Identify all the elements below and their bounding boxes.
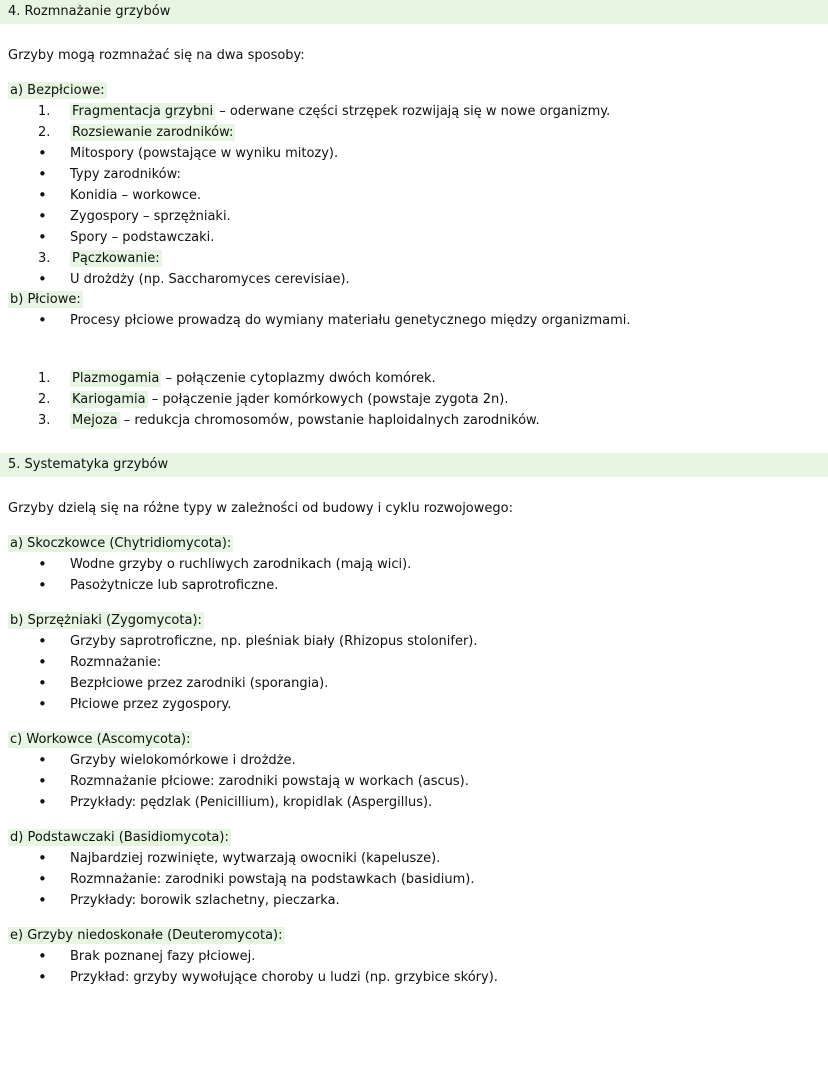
list xyxy=(0,750,828,813)
list-item xyxy=(0,967,828,988)
list-marker: • xyxy=(38,695,47,713)
highlighted-term: Plazmogamia xyxy=(72,371,160,386)
list-item-text: Rozmnażanie: xyxy=(70,655,162,670)
list-marker: • xyxy=(38,186,47,204)
list-item-text: Wodne grzyby o ruchliwych zarodnikach (mają wici). xyxy=(70,557,412,572)
highlighted-term: Mejoza xyxy=(72,413,118,428)
section-heading: 4. Rozmnażanie grzybów xyxy=(0,0,828,24)
list-item-text: Rozmnażanie: zarodniki powstają na podstawkach (basidium). xyxy=(70,872,475,887)
list-item-rest: – połączenie jąder komórkowych (powstaje zygota 2n). xyxy=(147,392,509,407)
list-item xyxy=(0,890,828,911)
list-item-text: Procesy płciowe prowadzą do wymiany materiału genetycznego między organizmami. xyxy=(70,313,631,328)
subsection-heading-text: c) Workowce (Ascomycota): xyxy=(10,732,191,747)
list-item xyxy=(0,848,828,869)
list-marker: • xyxy=(38,311,47,329)
list-item xyxy=(0,101,828,122)
list-item xyxy=(0,673,828,694)
list-item-text: Płciowe przez zygospory. xyxy=(70,697,232,712)
list-item xyxy=(0,227,828,248)
subsection-heading xyxy=(0,534,828,554)
list-item xyxy=(0,792,828,813)
list-item-text xyxy=(70,368,828,389)
list-marker: • xyxy=(38,968,47,986)
subsection-heading-text: d) Podstawczaki (Basidiomycota): xyxy=(10,830,229,845)
list-item-text: Typy zarodników: xyxy=(70,167,181,182)
subsection-heading-text: b) Płciowe: xyxy=(10,292,81,307)
list-item xyxy=(0,122,828,143)
list-marker: 3. xyxy=(38,413,51,428)
section-intro-paragraph: Grzyby dzielą się na różne typy w zależności od budowy i cyklu rozwojowego: xyxy=(8,501,513,516)
list-item-rest: – oderwane części strzępek rozwijają się w nowe organizmy. xyxy=(215,104,611,119)
list-item xyxy=(0,694,828,715)
list xyxy=(0,946,828,988)
highlighted-term: Pączkowanie: xyxy=(72,251,160,266)
list-item xyxy=(0,310,828,331)
list-marker: • xyxy=(38,207,47,225)
list-item-text: Przykłady: pędzlak (Penicillium), kropidlak (Aspergillus). xyxy=(70,795,433,810)
list-item-text xyxy=(70,410,828,431)
list-item-text: Mitospory (powstające w wyniku mitozy). xyxy=(70,146,339,161)
list xyxy=(0,554,828,596)
vertical-spacer xyxy=(0,813,828,828)
vertical-spacer xyxy=(0,431,828,453)
vertical-spacer xyxy=(0,477,828,499)
vertical-spacer xyxy=(0,353,828,368)
list-item-text: Bezpłciowe przez zarodniki (sporangia). xyxy=(70,676,329,691)
list-item xyxy=(0,869,828,890)
list-marker: 2. xyxy=(38,125,51,140)
list-marker: • xyxy=(38,632,47,650)
list-marker: • xyxy=(38,270,47,288)
subsection-heading xyxy=(0,828,828,848)
list-marker: 2. xyxy=(38,392,51,407)
list xyxy=(0,631,828,715)
list-item-rest: – połączenie cytoplazmy dwóch komórek. xyxy=(161,371,436,386)
highlighted-term: Kariogamia xyxy=(72,392,146,407)
list-marker: • xyxy=(38,891,47,909)
list-item xyxy=(0,248,828,269)
list-marker: 1. xyxy=(38,104,51,119)
list-item xyxy=(0,410,828,431)
list-marker: • xyxy=(38,576,47,594)
list-item xyxy=(0,750,828,771)
list-item xyxy=(0,143,828,164)
list-item-text: Brak poznanej fazy płciowej. xyxy=(70,949,256,964)
list-item xyxy=(0,206,828,227)
list-item-text xyxy=(70,122,828,143)
list-marker: • xyxy=(38,165,47,183)
highlighted-term: Rozsiewanie zarodników: xyxy=(72,125,234,140)
list-marker: • xyxy=(38,751,47,769)
list-marker: • xyxy=(38,772,47,790)
vertical-spacer xyxy=(0,24,828,46)
subsection-heading xyxy=(0,730,828,750)
vertical-spacer xyxy=(0,331,828,353)
list-item-rest: – redukcja chromosomów, powstanie haploidalnych zarodników. xyxy=(119,413,540,428)
list-item xyxy=(0,185,828,206)
list-item xyxy=(0,631,828,652)
subsection-heading-text: b) Sprzężniaki (Zygomycota): xyxy=(10,613,202,628)
list-item xyxy=(0,946,828,967)
list-marker: 1. xyxy=(38,371,51,386)
list-item xyxy=(0,368,828,389)
list-item-text xyxy=(70,101,828,122)
subsection-heading xyxy=(0,926,828,946)
section-intro-paragraph: Grzyby mogą rozmnażać się na dwa sposoby: xyxy=(8,48,305,63)
list xyxy=(0,368,828,431)
list-marker: • xyxy=(38,228,47,246)
vertical-spacer xyxy=(0,519,828,534)
list-item-text: Przykład: grzyby wywołujące choroby u ludzi (np. grzybice skóry). xyxy=(70,970,498,985)
list-item xyxy=(0,269,828,290)
subsection-heading xyxy=(0,611,828,631)
list-item-text xyxy=(70,248,828,269)
list-marker: • xyxy=(38,144,47,162)
list xyxy=(0,101,828,290)
vertical-spacer xyxy=(0,715,828,730)
list-marker: • xyxy=(38,947,47,965)
list-item xyxy=(0,575,828,596)
list xyxy=(0,310,828,331)
list-item-text: Grzyby saprotroficzne, np. pleśniak biały (Rhizopus stolonifer). xyxy=(70,634,478,649)
subsection-heading-text: e) Grzyby niedoskonałe (Deuteromycota): xyxy=(10,928,283,943)
section-heading: 5. Systematyka grzybów xyxy=(0,453,828,477)
list-item-text: Grzyby wielokomórkowe i drożdże. xyxy=(70,753,296,768)
vertical-spacer xyxy=(0,66,828,81)
list-marker: • xyxy=(38,653,47,671)
list-item xyxy=(0,652,828,673)
list-marker: 3. xyxy=(38,251,51,266)
list-item-text: U drożdży (np. Saccharomyces cerevisiae). xyxy=(70,272,350,287)
list xyxy=(0,848,828,911)
list-marker: • xyxy=(38,674,47,692)
list-marker: • xyxy=(38,793,47,811)
list-marker: • xyxy=(38,870,47,888)
list-item-text: Pasożytnicze lub saprotroficzne. xyxy=(70,578,279,593)
subsection-heading xyxy=(0,81,828,101)
list-marker: • xyxy=(38,849,47,867)
list-item xyxy=(0,771,828,792)
list-item-text xyxy=(70,389,828,410)
list-item-text: Konidia – workowce. xyxy=(70,188,202,203)
list-item-text: Spory – podstawczaki. xyxy=(70,230,215,245)
list-item-text: Najbardziej rozwinięte, wytwarzają owocniki (kapelusze). xyxy=(70,851,441,866)
list-item-text: Przykłady: borowik szlachetny, pieczarka. xyxy=(70,893,340,908)
list-item xyxy=(0,389,828,410)
highlighted-term: Fragmentacja grzybni xyxy=(72,104,214,119)
subsection-heading-text: a) Skoczkowce (Chytridiomycota): xyxy=(10,536,232,551)
list-item xyxy=(0,164,828,185)
list-item-text: Rozmnażanie płciowe: zarodniki powstają w workach (ascus). xyxy=(70,774,469,789)
list-item xyxy=(0,554,828,575)
list-item-text: Zygospory – sprzężniaki. xyxy=(70,209,231,224)
subsection-heading-text: a) Bezpłciowe: xyxy=(10,83,105,98)
vertical-spacer xyxy=(0,596,828,611)
subsection-heading xyxy=(0,290,828,310)
vertical-spacer xyxy=(0,911,828,926)
list-marker: • xyxy=(38,555,47,573)
